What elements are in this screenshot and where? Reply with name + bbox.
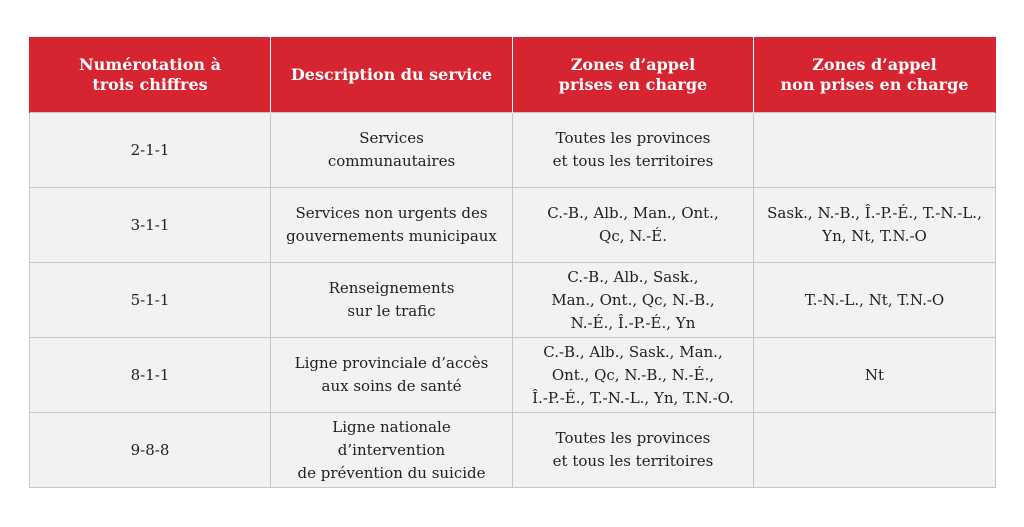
header-unsupported-zones-label: Zones d’appel non prises en charge <box>780 54 969 94</box>
cell-number-text: 2-1-1 <box>130 140 170 159</box>
cell-supported-zones <box>513 113 754 188</box>
table-row <box>30 263 996 338</box>
header-description-label: Description du service <box>290 64 493 84</box>
cell-number <box>30 338 271 413</box>
cell-description-text: Services non urgents des gouvernements municipaux <box>286 204 497 245</box>
cell-supported-zones <box>513 263 754 338</box>
cell-unsupported-zones <box>754 413 996 488</box>
cell-description-text: Ligne provinciale d’accès aux soins de santé <box>294 354 489 395</box>
service-table-container <box>29 37 995 488</box>
cell-description <box>271 263 513 338</box>
table-header <box>30 37 996 113</box>
header-number-label: Numérotation à trois chiffres <box>79 54 221 94</box>
cell-unsupported-zones <box>754 338 996 413</box>
table-body <box>30 113 996 488</box>
cell-number <box>30 413 271 488</box>
cell-supported-zones <box>513 338 754 413</box>
cell-unsupported-zones <box>754 263 996 338</box>
cell-description <box>271 338 513 413</box>
cell-supported-zones-text: Toutes les provinces et tous les territoires <box>552 129 714 170</box>
header-unsupported-zones <box>754 37 996 113</box>
cell-description-text: Ligne nationale d’intervention de prévention du suicide <box>297 417 486 482</box>
cell-unsupported-zones <box>754 113 996 188</box>
cell-description <box>271 113 513 188</box>
header-description <box>271 37 513 113</box>
cell-description <box>271 188 513 263</box>
cell-number <box>30 188 271 263</box>
cell-description-text: Renseignements sur le trafic <box>328 279 455 320</box>
cell-supported-zones-text: C.-B., Alb., Sask., Man., Ont., Qc, N.-B., N.-É., Î.-P.-É., Yn <box>551 267 715 332</box>
cell-supported-zones <box>513 413 754 488</box>
cell-unsupported-zones-text: Sask., N.-B., Î.-P.-É., T.-N.-L., Yn, Nt, T.N.-O <box>767 204 982 245</box>
table-row <box>30 113 996 188</box>
cell-unsupported-zones <box>754 188 996 263</box>
cell-description-text: Services communautaires <box>327 129 456 170</box>
cell-supported-zones-text: C.-B., Alb., Man., Ont., Qc, N.-É. <box>547 204 719 245</box>
header-number <box>30 37 271 113</box>
cell-unsupported-zones-text: Nt <box>864 365 885 384</box>
cell-supported-zones-text: C.-B., Alb., Sask., Man., Ont., Qc, N.-B., N.-É., Î.-P.-É., T.-N.-L., Yn, T.N.-O. <box>532 342 734 407</box>
cell-number <box>30 113 271 188</box>
header-supported-zones <box>513 37 754 113</box>
cell-supported-zones <box>513 188 754 263</box>
cell-number-text: 5-1-1 <box>130 290 170 309</box>
table-row <box>30 338 996 413</box>
cell-description <box>271 413 513 488</box>
cell-number <box>30 263 271 338</box>
cell-number-text: 3-1-1 <box>130 215 170 234</box>
cell-number-text: 9-8-8 <box>130 440 170 459</box>
three-digit-services-table <box>29 37 996 488</box>
header-row <box>30 37 996 113</box>
cell-number-text: 8-1-1 <box>130 365 170 384</box>
cell-unsupported-zones-text: T.-N.-L., Nt, T.N.-O <box>804 290 945 309</box>
header-supported-zones-label: Zones d’appel prises en charge <box>558 54 708 94</box>
table-row <box>30 413 996 488</box>
cell-supported-zones-text: Toutes les provinces et tous les territoires <box>552 429 714 470</box>
table-row <box>30 188 996 263</box>
